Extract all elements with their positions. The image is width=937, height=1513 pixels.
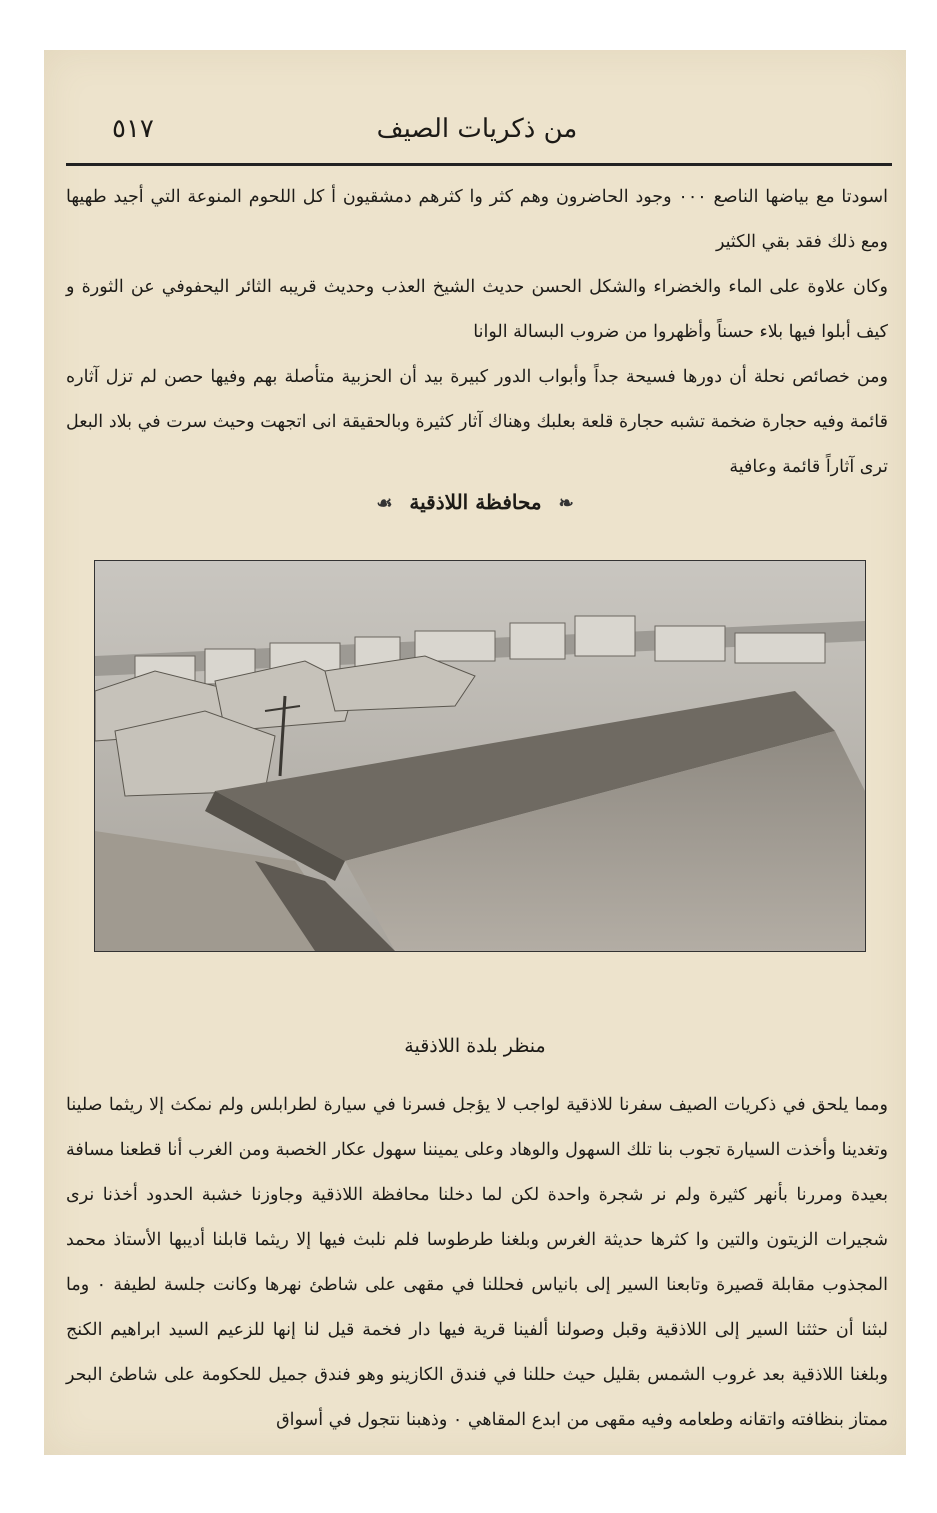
section-heading — [44, 490, 906, 514]
header-rule — [66, 163, 892, 166]
paragraph: ومما يلحق في ذكريات الصيف سفرنا للاذقية لواجب لا يؤجل فسرنا في سيارة لطرابلس ولم نمكث إلا ريثما صلينا وتغدينا وأخذت السيارة تجوب بنا تلك السهول والوهاد وعلى يميننا سهول عكار الخصبة ومن الغرب أنا قطعنا مسافة بعيدة ومررنا بأنهر كثيرة ولم نر شجرة واحدة لكن لما دخلنا محافظة اللاذقية وجاوزنا خشبة الحدود أخذنا نرى شجيرات الزيتون والتين وا كثرها حديثة الغرس وبلغنا طرطوسا فلم نلبث فيها إلا ريثما قابلنا أديبها الأستاذ محمد المجذوب مقابلة قصيرة وتابعنا السير إلى بانياس فحللنا في مقهى على شاطئ نهرها وكانت جلسة لطيفة ٠ وما لبثنا أن حثثنا السير إلى اللاذقية وقبل وصولنا ألفينا قرية فيها دار فخمة قيل لنا إنها للزعيم السيد ابراهيم الكنج وبلغنا اللاذقية بعد غروب الشمس بقليل حيث حللنا في فندق الكازينو وهو فندق جميل للحكومة على شاطئ البحر ممتاز بنظافته واتقانه وطعامه وفيه مقهى من ابدع المقاهي ٠ وذهبنا نتجول في أسواق — [66, 1095, 888, 1430]
top-text-block — [66, 175, 888, 490]
paragraph: ومن خصائص نحلة أن دورها فسيحة جداً وأبواب الدور كبيرة بيد أن الحزبية متأصلة بهم وفيها حصن لم تزل آثاره قائمة وفيه حجارة ضخمة تشبه حجارة قلعة بعلبك وهناك آثار كثيرة وبالحقيقة انى اتجهت وحيث سرت في بلاد البعل ترى آثاراً قائمة وعافية — [66, 367, 888, 477]
book-page — [44, 50, 906, 1455]
bottom-text-block — [66, 1083, 888, 1443]
city-photograph — [94, 560, 866, 952]
ornament-icon: ❧ — [558, 493, 574, 514]
paragraph: اسودتا مع بياضها الناصع ٠٠٠ وجود الحاضرون وهم كثر وا كثرهم دمشقيون أ كل اللحوم المنوعة التي أجيد طهيها ومع ذلك فقد بقي الكثير — [66, 187, 888, 252]
ornament-icon: ☙ — [376, 493, 393, 514]
page-header — [64, 114, 890, 154]
page-number: ٥١٧ — [112, 114, 154, 144]
photograph-illustration — [95, 561, 865, 951]
photo-caption: منظر بلدة اللاذقية — [404, 1035, 546, 1057]
paragraph: وكان علاوة على الماء والخضراء والشكل الحسن حديث الشيخ العذب وحديث قريبه الثائر اليحفوفي عن الثورة و كيف أبلوا فيها بلاء حسناً وأظهروا من ضروب البسالة الوانا — [66, 277, 888, 342]
running-title: من ذكريات الصيف — [376, 114, 578, 144]
section-heading-text: محافظة اللاذقية — [409, 490, 542, 514]
